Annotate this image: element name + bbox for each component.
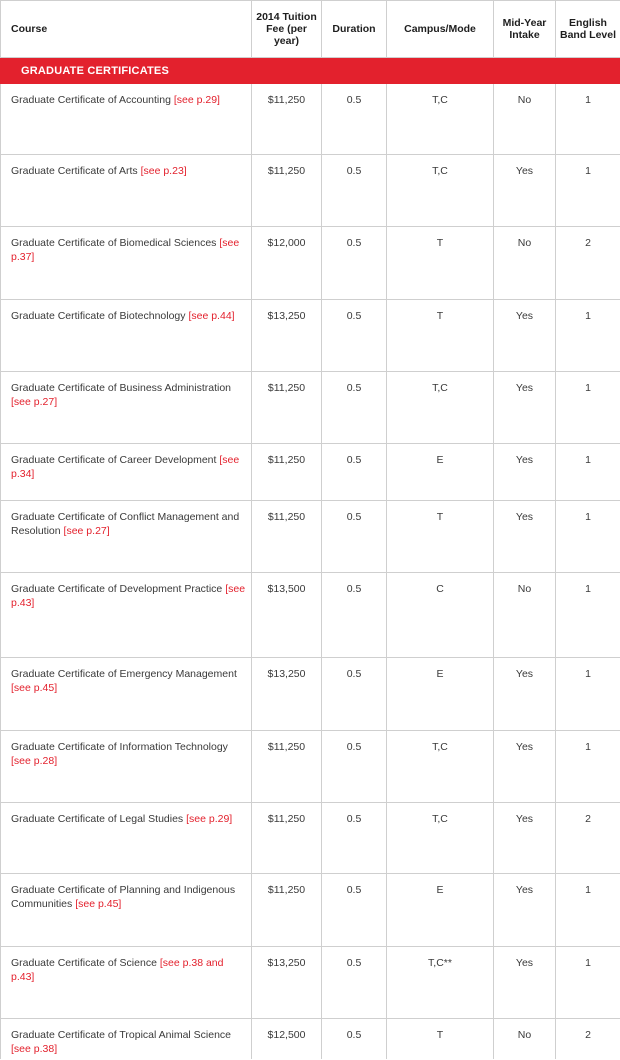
page-reference-link[interactable]: [see p.43] [11, 583, 246, 609]
cell-course [1, 84, 252, 155]
course-name: Graduate Certificate of Legal Studies [11, 813, 184, 825]
cell-campus: T,C [387, 372, 494, 444]
cell-course [1, 300, 252, 372]
section-header-row [1, 58, 620, 84]
cell-english: 1 [556, 372, 620, 444]
table-row [1, 444, 620, 501]
header-english: English Band Level [556, 1, 620, 58]
page-reference-link[interactable]: [see p.27] [63, 525, 110, 537]
cell-english: 1 [556, 300, 620, 372]
page-reference-link[interactable]: [see p.45] [11, 682, 58, 694]
cell-campus: T [387, 227, 494, 300]
cell-midyear: No [494, 573, 556, 658]
cell-course [1, 658, 252, 731]
cell-fee: $13,500 [252, 573, 322, 658]
cell-campus: E [387, 874, 494, 947]
page-reference-link[interactable]: [see p.38 and p.43] [11, 957, 224, 983]
cell-course [1, 731, 252, 803]
cell-english: 2 [556, 803, 620, 874]
cell-english: 1 [556, 444, 620, 501]
cell-fee: $12,500 [252, 1019, 322, 1060]
cell-course [1, 573, 252, 658]
cell-duration: 0.5 [322, 372, 387, 444]
cell-midyear: Yes [494, 947, 556, 1019]
table-row [1, 874, 620, 947]
cell-midyear: No [494, 1019, 556, 1060]
table-row [1, 372, 620, 444]
cell-campus: T,C** [387, 947, 494, 1019]
cell-duration: 0.5 [322, 874, 387, 947]
cell-midyear: Yes [494, 155, 556, 227]
cell-course [1, 501, 252, 573]
course-name: Graduate Certificate of Biomedical Sciences [11, 237, 217, 249]
cell-midyear: Yes [494, 803, 556, 874]
page-reference-link[interactable]: [see p.23] [140, 165, 187, 177]
page-reference-link[interactable]: [see p.44] [188, 310, 235, 322]
page-reference-link[interactable]: [see p.29] [186, 813, 233, 825]
cell-duration: 0.5 [322, 444, 387, 501]
cell-fee: $13,250 [252, 658, 322, 731]
course-name: Graduate Certificate of Emergency Management [11, 668, 237, 680]
course-name: Graduate Certificate of Accounting [11, 94, 171, 106]
cell-midyear: Yes [494, 658, 556, 731]
cell-midyear: Yes [494, 444, 556, 501]
header-campus: Campus/Mode [387, 1, 494, 58]
cell-midyear: Yes [494, 501, 556, 573]
table-row [1, 573, 620, 658]
cell-course [1, 372, 252, 444]
header-duration: Duration [322, 1, 387, 58]
cell-fee: $11,250 [252, 731, 322, 803]
cell-english: 1 [556, 731, 620, 803]
page-reference-link[interactable]: [see p.27] [11, 396, 58, 408]
cell-english: 1 [556, 658, 620, 731]
cell-course [1, 874, 252, 947]
table-row [1, 803, 620, 874]
table-row [1, 155, 620, 227]
cell-duration: 0.5 [322, 731, 387, 803]
cell-duration: 0.5 [322, 155, 387, 227]
cell-midyear: Yes [494, 874, 556, 947]
cell-duration: 0.5 [322, 803, 387, 874]
table-row [1, 300, 620, 372]
cell-english: 1 [556, 155, 620, 227]
cell-campus: T [387, 1019, 494, 1060]
cell-midyear: No [494, 84, 556, 155]
course-name: Graduate Certificate of Planning and Indigenous Communities [11, 884, 236, 910]
cell-english: 1 [556, 947, 620, 1019]
cell-campus: T [387, 501, 494, 573]
cell-fee: $13,250 [252, 947, 322, 1019]
header-fee: 2014 Tuition Fee (per year) [252, 1, 322, 58]
cell-course [1, 444, 252, 501]
cell-duration: 0.5 [322, 501, 387, 573]
cell-fee: $11,250 [252, 372, 322, 444]
cell-english: 1 [556, 573, 620, 658]
cell-duration: 0.5 [322, 947, 387, 1019]
cell-fee: $11,250 [252, 803, 322, 874]
table-row [1, 1019, 620, 1060]
cell-fee: $13,250 [252, 300, 322, 372]
cell-fee: $11,250 [252, 155, 322, 227]
course-name: Graduate Certificate of Information Technology [11, 741, 228, 753]
cell-fee: $11,250 [252, 444, 322, 501]
course-name: Graduate Certificate of Development Practice [11, 583, 223, 595]
cell-campus: T,C [387, 803, 494, 874]
cell-course [1, 227, 252, 300]
cell-campus: C [387, 573, 494, 658]
cell-duration: 0.5 [322, 573, 387, 658]
cell-duration: 0.5 [322, 300, 387, 372]
cell-english: 1 [556, 874, 620, 947]
table-row [1, 501, 620, 573]
page-reference-link[interactable]: [see p.45] [75, 898, 122, 910]
cell-midyear: No [494, 227, 556, 300]
cell-english: 1 [556, 501, 620, 573]
cell-course [1, 803, 252, 874]
cell-midyear: Yes [494, 731, 556, 803]
cell-campus: T,C [387, 84, 494, 155]
cell-duration: 0.5 [322, 227, 387, 300]
cell-midyear: Yes [494, 372, 556, 444]
table-row [1, 84, 620, 155]
cell-fee: $11,250 [252, 501, 322, 573]
page-reference-link[interactable]: [see p.38] [11, 1043, 58, 1055]
cell-fee: $12,000 [252, 227, 322, 300]
course-name: Graduate Certificate of Biotechnology [11, 310, 186, 322]
cell-fee: $11,250 [252, 84, 322, 155]
table-row [1, 227, 620, 300]
cell-course [1, 1019, 252, 1060]
cell-duration: 0.5 [322, 1019, 387, 1060]
course-name: Graduate Certificate of Science [11, 957, 157, 969]
table-row [1, 731, 620, 803]
page-reference-link[interactable]: [see p.34] [11, 454, 240, 480]
cell-duration: 0.5 [322, 84, 387, 155]
page-reference-link[interactable]: [see p.37] [11, 237, 240, 263]
page-reference-link[interactable]: [see p.28] [11, 755, 58, 767]
course-name: Graduate Certificate of Tropical Animal Science [11, 1029, 232, 1041]
course-name: Graduate Certificate of Business Administration [11, 382, 232, 394]
header-course: Course [1, 1, 252, 58]
cell-campus: T [387, 300, 494, 372]
cell-campus: T,C [387, 155, 494, 227]
cell-fee: $11,250 [252, 874, 322, 947]
section-title: GRADUATE CERTIFICATES [1, 58, 620, 84]
course-name: Graduate Certificate of Conflict Management and Resolution [11, 511, 240, 537]
cell-midyear: Yes [494, 300, 556, 372]
cell-campus: E [387, 658, 494, 731]
cell-english: 1 [556, 84, 620, 155]
table-row [1, 658, 620, 731]
course-name: Graduate Certificate of Career Development [11, 454, 217, 466]
cell-campus: E [387, 444, 494, 501]
cell-course [1, 155, 252, 227]
page-reference-link[interactable]: [see p.29] [173, 94, 220, 106]
course-name: Graduate Certificate of Arts [11, 165, 138, 177]
header-midyear: Mid-Year Intake [494, 1, 556, 58]
cell-english: 2 [556, 1019, 620, 1060]
cell-campus: T,C [387, 731, 494, 803]
table-row [1, 947, 620, 1019]
header-row [1, 1, 620, 58]
cell-duration: 0.5 [322, 658, 387, 731]
cell-english: 2 [556, 227, 620, 300]
cell-course [1, 947, 252, 1019]
